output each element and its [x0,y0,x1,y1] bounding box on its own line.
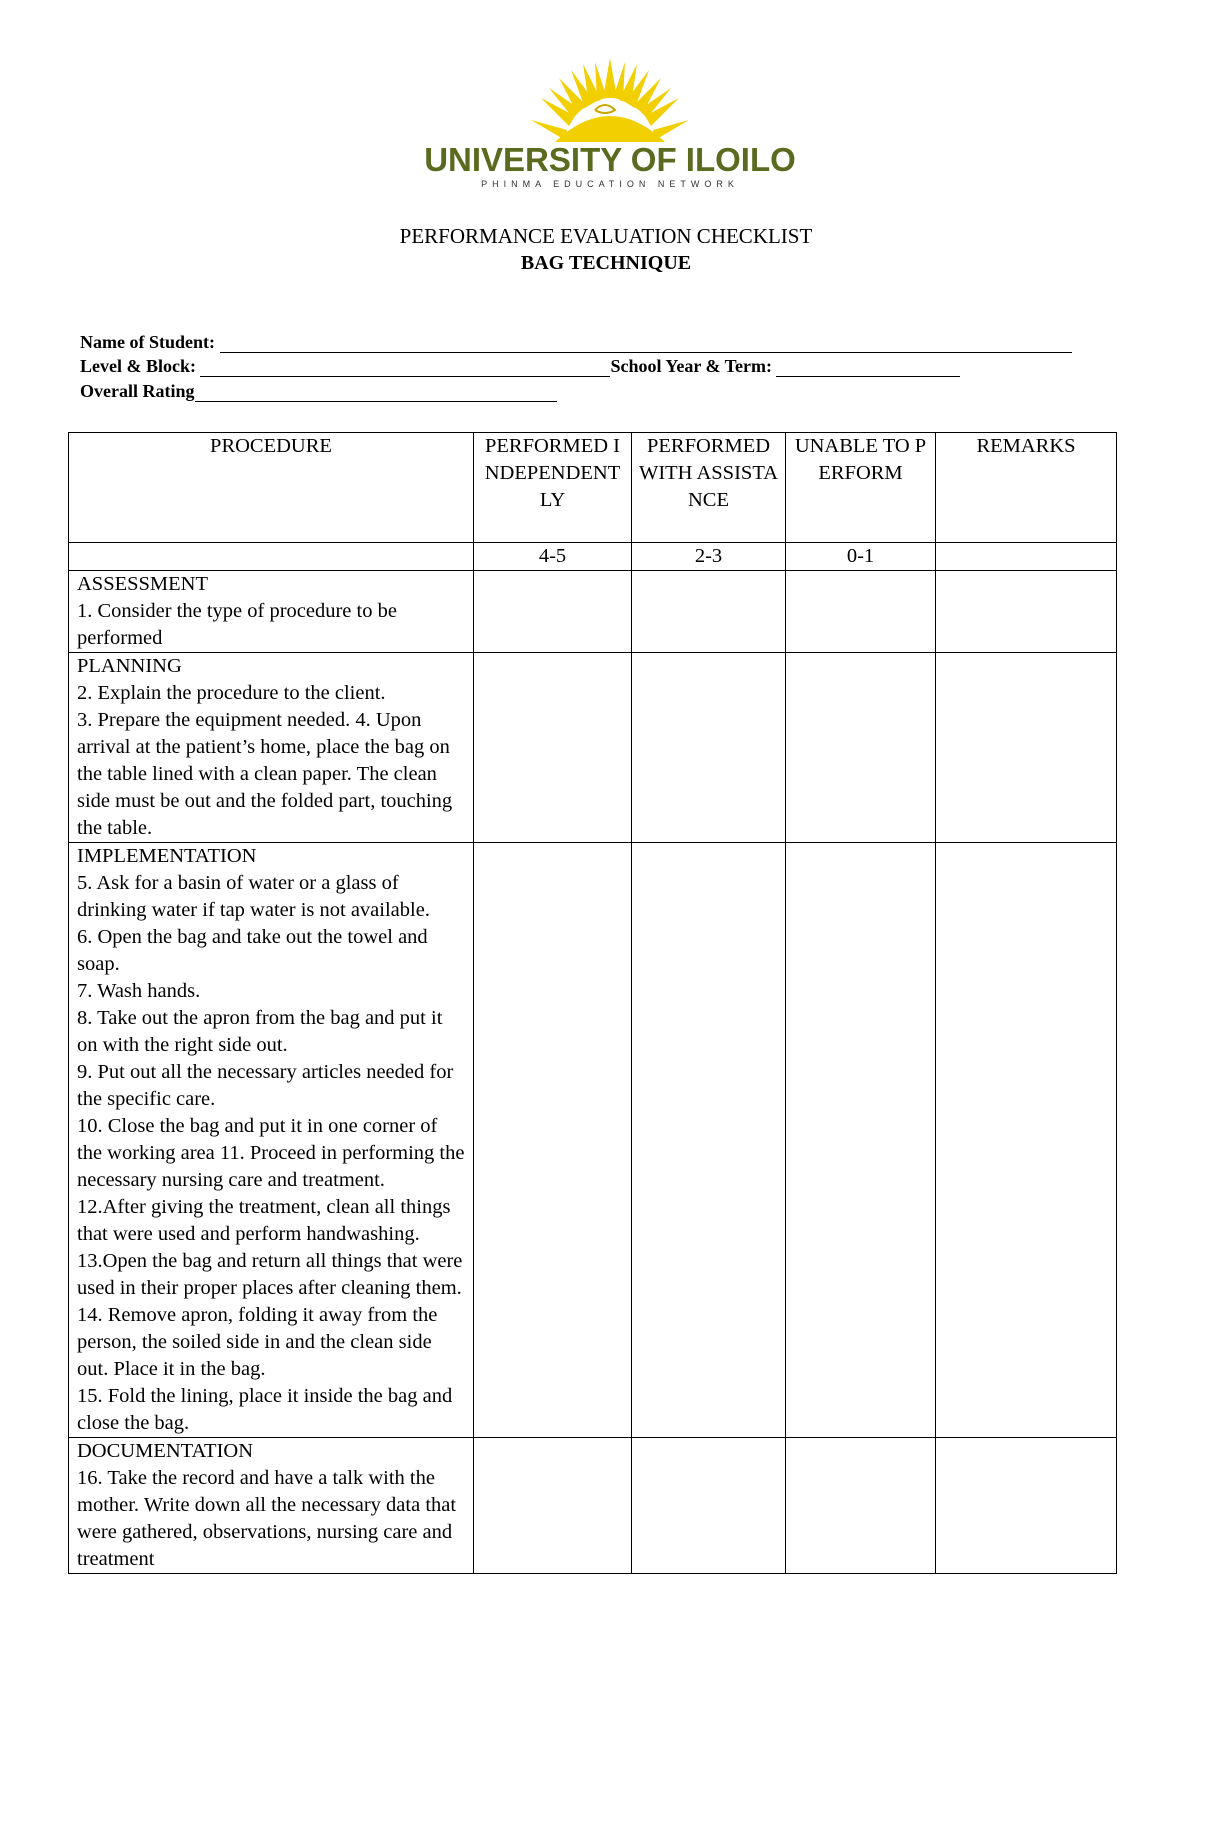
procedure-step: 7. Wash hands. [77,980,201,1002]
university-logo [424,50,796,190]
section-row-documentation [69,1438,1117,1574]
level-block-line[interactable] [200,357,610,377]
procedure-step: 16. Take the record and have a talk with the mother. Write down all the necessary data that were gathered, observations, nursing care and treatment [77,1467,457,1570]
rating-cell-independent[interactable] [474,1438,632,1574]
procedure-step: 10. Close the bag and put it in one corner of the working area 11. Proceed in performing the necessary nursing care and treatment. [77,1115,465,1191]
remarks-cell[interactable] [936,571,1117,653]
score-cell: 4-5 [474,543,632,571]
overall-rating-label: Overall Rating [80,381,195,401]
procedure-cell [69,1438,474,1574]
header-row [69,433,1117,543]
header-unable-to-perform: UNABLE TO PERFORM [786,433,936,543]
header-remarks: REMARKS [936,433,1117,543]
logo-tagline: PHINMA EDUCATION NETWORK [481,179,739,189]
rating-cell-independent[interactable] [474,571,632,653]
section-heading: PLANNING [77,655,182,677]
overall-rating-field[interactable] [80,381,557,405]
header-procedure: PROCEDURE [69,433,474,543]
logo-wordmark: UNIVERSITY OF ILOILO [424,141,796,178]
procedure-step: 2. Explain the procedure to the client. [77,682,386,704]
rating-cell-independent[interactable] [474,843,632,1438]
procedure-cell [69,653,474,843]
score-row [69,543,1117,571]
score-cell [936,543,1117,571]
section-heading: DOCUMENTATION [77,1440,254,1462]
procedure-cell [69,571,474,653]
page-title: PERFORMANCE EVALUATION CHECKLIST [399,224,813,248]
score-cell [69,543,474,571]
checklist-table [68,432,1117,1574]
score-cell: 2-3 [632,543,786,571]
level-block-field[interactable] [80,356,960,380]
section-heading: ASSESSMENT [77,573,209,595]
rating-cell-assistance[interactable] [632,1438,786,1574]
score-cell: 0-1 [786,543,936,571]
procedure-cell [69,843,474,1438]
rating-cell-unable[interactable] [786,843,936,1438]
rating-cell-unable[interactable] [786,571,936,653]
section-heading: IMPLEMENTATION [77,845,257,867]
page-subtitle: BAG TECHNIQUE [520,252,692,274]
school-year-line[interactable] [776,357,960,377]
rating-cell-assistance[interactable] [632,843,786,1438]
header-performed-with-assistance: PERFORMED WITH ASSISTANCE [632,433,786,543]
rating-cell-independent[interactable] [474,653,632,843]
remarks-cell[interactable] [936,1438,1117,1574]
header-performed-independently: PERFORMED INDEPENDENTLY [474,433,632,543]
section-row-planning [69,653,1117,843]
procedure-step: 13.Open the bag and return all things that were used in their proper places after cleaning them. [77,1250,463,1299]
sun-icon [531,58,689,142]
procedure-step: 5. Ask for a basin of water or a glass of drinking water if tap water is not available. [77,872,430,921]
section-row-implementation [69,843,1117,1438]
student-name-field[interactable] [80,332,1072,356]
remarks-cell[interactable] [936,843,1117,1438]
rating-cell-assistance[interactable] [632,571,786,653]
procedure-step: 12.After giving the treatment, clean all things that were used and perform handwashing. [77,1196,451,1245]
procedure-step: 3. Prepare the equipment needed. 4. Upon arrival at the patient’s home, place the bag on the table lined with a clean paper. The clean side must be out and the folded part, touching the table. [77,709,453,839]
procedure-step: 1. Consider the type of procedure to be performed [77,600,397,649]
procedure-step: 15. Fold the lining, place it inside the bag and close the bag. [77,1385,453,1434]
overall-rating-line[interactable] [195,382,557,402]
school-year-label: School Year & Term: [610,356,772,376]
remarks-cell[interactable] [936,653,1117,843]
student-name-label: Name of Student: [80,332,215,352]
rating-cell-assistance[interactable] [632,653,786,843]
procedure-step: 8. Take out the apron from the bag and put it on with the right side out. [77,1007,443,1056]
procedure-step: 14. Remove apron, folding it away from the person, the soiled side in and the clean side out. Place it in the bag. [77,1304,438,1380]
section-row-assessment [69,571,1117,653]
procedure-step: 6. Open the bag and take out the towel and soap. [77,926,428,975]
procedure-step: 9. Put out all the necessary articles needed for the specific care. [77,1061,454,1110]
level-block-label: Level & Block: [80,356,196,376]
student-name-line[interactable] [220,333,1072,353]
rating-cell-unable[interactable] [786,653,936,843]
rating-cell-unable[interactable] [786,1438,936,1574]
